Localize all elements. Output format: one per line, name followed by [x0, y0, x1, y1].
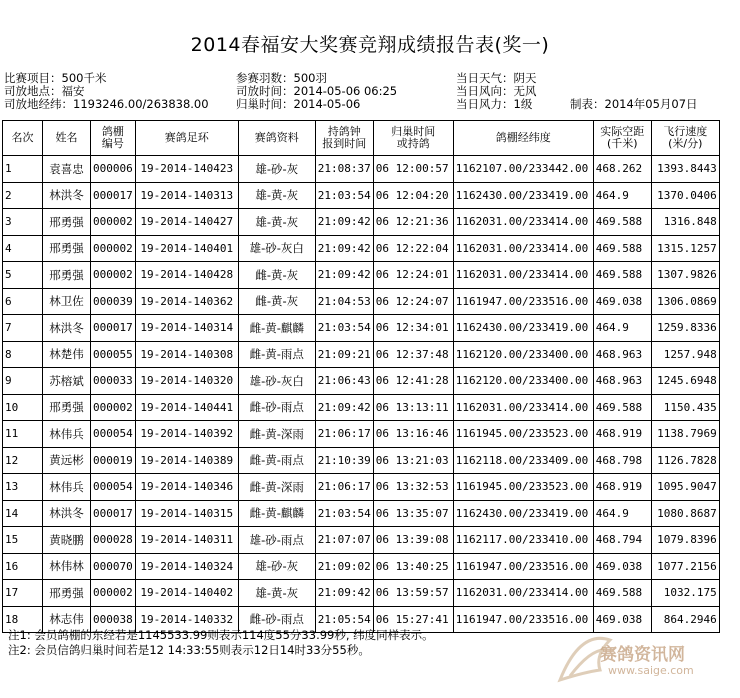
col-loft-id-header: 鸽棚 编号: [91, 121, 136, 156]
results-table: [2, 120, 720, 633]
col-distance-cell: 468.262: [593, 156, 651, 183]
col-name-cell: 林洪冬: [43, 315, 91, 342]
results-body: [3, 156, 720, 633]
col-ring-cell: 19-2014-140308: [135, 341, 238, 368]
col-loft-id-cell: 000028: [91, 527, 136, 554]
col-loft-id-cell: 000070: [91, 553, 136, 580]
col-distance-cell: 464.9: [593, 500, 651, 527]
col-rank-cell: 2: [3, 182, 43, 209]
col-distance-cell: 468.919: [593, 474, 651, 501]
col-distance-cell: 468.963: [593, 341, 651, 368]
col-bird-info-cell: 雌-黄-灰: [238, 288, 315, 315]
col-distance-cell: 468.963: [593, 368, 651, 395]
col-name-cell: 邢勇强: [43, 209, 91, 236]
race-item: 比赛项目：500千米: [4, 71, 107, 85]
col-coordinates-cell: 1161947.00/233516.00: [453, 288, 593, 315]
col-rank-cell: 13: [3, 474, 43, 501]
col-return-time-cell: 06 13:35:07: [373, 500, 453, 527]
col-return-time-cell: 06 13:59:57: [373, 580, 453, 607]
col-loft-id-cell: 000055: [91, 341, 136, 368]
table-row: [3, 288, 720, 315]
col-coordinates-cell: 1162430.00/233419.00: [453, 182, 593, 209]
col-loft-id-cell: 000017: [91, 315, 136, 342]
col-coordinates-cell: 1162031.00/233414.00: [453, 235, 593, 262]
col-coordinates-header: 鸽棚经纬度: [453, 121, 593, 156]
col-ring-cell: 19-2014-140320: [135, 368, 238, 395]
col-ring-cell: 19-2014-140423: [135, 156, 238, 183]
col-ring-cell: 19-2014-140314: [135, 315, 238, 342]
col-coordinates-cell: 1162118.00/233409.00: [453, 447, 593, 474]
col-bird-info-cell: 雄-砂-灰: [238, 553, 315, 580]
table-row: [3, 447, 720, 474]
col-clock-time-cell: 21:09:42: [315, 209, 373, 236]
col-distance-cell: 469.588: [593, 235, 651, 262]
col-ring-cell: 19-2014-140441: [135, 394, 238, 421]
col-clock-time-cell: 21:08:37: [315, 156, 373, 183]
col-return-time-cell: 06 13:40:25: [373, 553, 453, 580]
col-ring-cell: 19-2014-140311: [135, 527, 238, 554]
col-ring-cell: 19-2014-140427: [135, 209, 238, 236]
table-row: [3, 553, 720, 580]
col-name-cell: 邢勇强: [43, 580, 91, 607]
wind-direction: 当日风向：无风: [456, 84, 537, 98]
col-speed-cell: 1257.948: [651, 341, 719, 368]
col-distance-cell: 469.038: [593, 553, 651, 580]
col-return-time-cell: 06 13:21:03: [373, 447, 453, 474]
col-speed-cell: 1306.0869: [651, 288, 719, 315]
col-bird-info-cell: 雄-砂-灰白: [238, 368, 315, 395]
col-speed-cell: 1393.8443: [651, 156, 719, 183]
col-ring-cell: 19-2014-140392: [135, 421, 238, 448]
release-time: 司放时间：2014-05-06 06:25: [236, 84, 398, 98]
col-return-time-cell: 06 12:00:57: [373, 156, 453, 183]
col-clock-time-cell: 21:10:39: [315, 447, 373, 474]
col-ring-cell: 19-2014-140402: [135, 580, 238, 607]
table-row: [3, 474, 720, 501]
col-return-time-cell: 06 12:24:07: [373, 288, 453, 315]
col-distance-cell: 469.588: [593, 262, 651, 289]
col-rank-cell: 17: [3, 580, 43, 607]
col-coordinates-cell: 1161945.00/233523.00: [453, 421, 593, 448]
report-title: 2014春福安大奖赛竞翔成绩报告表(奖一): [190, 34, 550, 56]
table-row: [3, 235, 720, 262]
col-distance-cell: 468.798: [593, 447, 651, 474]
release-coordinates: 司放地经纬：1193246.00/263838.00: [4, 97, 209, 111]
col-name-cell: 黄远彬: [43, 447, 91, 474]
col-bird-info-cell: 雌-黄-深雨: [238, 474, 315, 501]
col-ring-cell: 19-2014-140428: [135, 262, 238, 289]
col-distance-cell: 468.794: [593, 527, 651, 554]
col-name-cell: 林伟林: [43, 553, 91, 580]
col-loft-id-cell: 000002: [91, 394, 136, 421]
col-ring-cell: 19-2014-140401: [135, 235, 238, 262]
col-clock-time-cell: 21:03:54: [315, 500, 373, 527]
col-return-time-cell: 06 13:16:46: [373, 421, 453, 448]
table-row: [3, 315, 720, 342]
col-clock-time-cell: 21:04:53: [315, 288, 373, 315]
return-date: 归巢时间：2014-05-06: [236, 97, 361, 111]
col-distance-header: 实际空距 (千米): [593, 121, 651, 156]
col-name-cell: 袁喜忠: [43, 156, 91, 183]
col-bird-info-cell: 雌-黄-雨点: [238, 447, 315, 474]
col-ring-header: 赛鸽足环: [135, 121, 238, 156]
col-coordinates-cell: 1162031.00/233414.00: [453, 580, 593, 607]
col-coordinates-cell: 1162117.00/233410.00: [453, 527, 593, 554]
col-rank-cell: 5: [3, 262, 43, 289]
col-coordinates-cell: 1162120.00/233400.00: [453, 368, 593, 395]
col-coordinates-cell: 1161947.00/233516.00: [453, 553, 593, 580]
col-rank-cell: 18: [3, 606, 43, 633]
col-speed-cell: 864.2946: [651, 606, 719, 633]
table-row: [3, 500, 720, 527]
col-clock-time-cell: 21:09:42: [315, 580, 373, 607]
col-clock-time-cell: 21:03:54: [315, 182, 373, 209]
col-speed-cell: 1316.848: [651, 209, 719, 236]
col-coordinates-cell: 1162430.00/233419.00: [453, 315, 593, 342]
col-rank-cell: 10: [3, 394, 43, 421]
col-coordinates-cell: 1162031.00/233414.00: [453, 394, 593, 421]
col-speed-cell: 1259.8336: [651, 315, 719, 342]
race-info-col1: [4, 72, 209, 111]
col-coordinates-cell: 1161945.00/233523.00: [453, 474, 593, 501]
col-return-time-header: 归巢时间 或持鸽: [373, 121, 453, 156]
col-bird-info-cell: 雄-砂-灰白: [238, 235, 315, 262]
wind-force: 当日风力：1级: [456, 97, 533, 111]
col-distance-cell: 469.038: [593, 288, 651, 315]
col-name-header: 姓名: [43, 121, 91, 156]
col-bird-info-cell: 雌-黄-麒麟: [238, 315, 315, 342]
col-speed-cell: 1245.6948: [651, 368, 719, 395]
col-bird-info-cell: 雄-黄-灰: [238, 182, 315, 209]
report-date: 制表：2014年05月07日: [570, 97, 698, 111]
table-row: [3, 527, 720, 554]
col-distance-cell: 469.588: [593, 394, 651, 421]
col-rank-cell: 6: [3, 288, 43, 315]
col-loft-id-cell: 000002: [91, 262, 136, 289]
col-name-cell: 黄晓鹏: [43, 527, 91, 554]
col-clock-time-cell: 21:06:17: [315, 421, 373, 448]
watermark-text: 赛鸽资讯网: [600, 645, 685, 665]
col-ring-cell: 19-2014-140324: [135, 553, 238, 580]
col-name-cell: 邢勇强: [43, 235, 91, 262]
col-ring-cell: 19-2014-140313: [135, 182, 238, 209]
col-clock-time-cell: 21:09:42: [315, 262, 373, 289]
col-name-cell: 林洪冬: [43, 182, 91, 209]
col-return-time-cell: 06 15:27:41: [373, 606, 453, 633]
col-loft-id-cell: 000038: [91, 606, 136, 633]
race-info-col3: [456, 72, 537, 111]
col-speed-cell: 1032.175: [651, 580, 719, 607]
col-loft-id-cell: 000033: [91, 368, 136, 395]
col-clock-time-cell: 21:07:07: [315, 527, 373, 554]
col-speed-cell: 1307.9826: [651, 262, 719, 289]
col-speed-cell: 1080.8687: [651, 500, 719, 527]
release-location: 司放地点：福安: [4, 84, 85, 98]
col-return-time-cell: 06 12:21:36: [373, 209, 453, 236]
col-distance-cell: 464.9: [593, 182, 651, 209]
header-row: [3, 121, 720, 156]
col-distance-cell: 468.919: [593, 421, 651, 448]
col-rank-cell: 16: [3, 553, 43, 580]
col-name-cell: 林志伟: [43, 606, 91, 633]
watermark-url: www.saige.com: [608, 664, 694, 677]
col-rank-cell: 3: [3, 209, 43, 236]
col-return-time-cell: 06 13:13:11: [373, 394, 453, 421]
col-loft-id-cell: 000017: [91, 182, 136, 209]
race-info-col2: [236, 72, 397, 111]
col-name-cell: 林洪冬: [43, 500, 91, 527]
col-return-time-cell: 06 12:41:28: [373, 368, 453, 395]
col-clock-time-cell: 21:05:54: [315, 606, 373, 633]
table-row: [3, 368, 720, 395]
table-row: [3, 421, 720, 448]
col-return-time-cell: 06 12:04:20: [373, 182, 453, 209]
col-return-time-cell: 06 12:37:48: [373, 341, 453, 368]
col-speed-cell: 1077.2156: [651, 553, 719, 580]
col-loft-id-cell: 000002: [91, 235, 136, 262]
footnote-2: 注2: 会员信鸽归巢时间若是12 14:33:55则表示12日14时33分55秒。: [8, 643, 370, 657]
col-distance-cell: 464.9: [593, 315, 651, 342]
col-name-cell: 林卫佐: [43, 288, 91, 315]
col-clock-time-cell: 21:09:42: [315, 394, 373, 421]
col-name-cell: 苏榕斌: [43, 368, 91, 395]
col-rank-cell: 4: [3, 235, 43, 262]
col-loft-id-cell: 000017: [91, 500, 136, 527]
col-speed-header: 飞行速度 (米/分): [651, 121, 719, 156]
col-coordinates-cell: 1162031.00/233414.00: [453, 209, 593, 236]
col-speed-cell: 1079.8396: [651, 527, 719, 554]
col-loft-id-cell: 000006: [91, 156, 136, 183]
col-coordinates-cell: 1162031.00/233414.00: [453, 262, 593, 289]
col-ring-cell: 19-2014-140346: [135, 474, 238, 501]
col-return-time-cell: 06 12:34:01: [373, 315, 453, 342]
entry-count: 参赛羽数：500羽: [236, 71, 327, 85]
col-bird-info-cell: 雌-黄-深雨: [238, 421, 315, 448]
col-return-time-cell: 06 12:22:04: [373, 235, 453, 262]
col-speed-cell: 1370.0406: [651, 182, 719, 209]
col-bird-info-cell: 雄-黄-灰: [238, 209, 315, 236]
col-loft-id-cell: 000019: [91, 447, 136, 474]
col-speed-cell: 1095.9047: [651, 474, 719, 501]
col-return-time-cell: 06 13:32:53: [373, 474, 453, 501]
table-row: [3, 341, 720, 368]
col-bird-info-cell: 雄-砂-雨点: [238, 527, 315, 554]
col-bird-info-cell: 雄-黄-灰: [238, 580, 315, 607]
col-rank-cell: 8: [3, 341, 43, 368]
table-row: [3, 262, 720, 289]
col-coordinates-cell: 1162120.00/233400.00: [453, 341, 593, 368]
col-loft-id-cell: 000054: [91, 474, 136, 501]
col-return-time-cell: 06 12:24:01: [373, 262, 453, 289]
col-bird-info-cell: 雌-砂-雨点: [238, 394, 315, 421]
footnote-1: 注1: 会员鸽棚的东经若是1145533.99则表示114度55分33.99秒, 纬度同样表示。: [8, 628, 434, 642]
col-ring-cell: 19-2014-140362: [135, 288, 238, 315]
col-clock-time-cell: 21:09:21: [315, 341, 373, 368]
table-row: [3, 394, 720, 421]
col-distance-cell: 469.588: [593, 580, 651, 607]
col-name-cell: 邢勇强: [43, 262, 91, 289]
col-bird-info-cell: 雌-黄-雨点: [238, 341, 315, 368]
col-speed-cell: 1150.435: [651, 394, 719, 421]
col-loft-id-cell: 000039: [91, 288, 136, 315]
col-ring-cell: 19-2014-140315: [135, 500, 238, 527]
col-distance-cell: 469.588: [593, 209, 651, 236]
col-loft-id-cell: 000002: [91, 209, 136, 236]
col-coordinates-cell: 1162430.00/233419.00: [453, 500, 593, 527]
col-ring-cell: 19-2014-140332: [135, 606, 238, 633]
col-speed-cell: 1315.1257: [651, 235, 719, 262]
col-rank-cell: 7: [3, 315, 43, 342]
col-clock-time-cell: 21:09:02: [315, 553, 373, 580]
col-bird-info-cell: 雄-砂-灰: [238, 156, 315, 183]
col-clock-time-cell: 21:03:54: [315, 315, 373, 342]
col-rank-cell: 11: [3, 421, 43, 448]
col-speed-cell: 1126.7828: [651, 447, 719, 474]
footnotes: [8, 628, 434, 658]
col-rank-cell: 1: [3, 156, 43, 183]
col-rank-cell: 12: [3, 447, 43, 474]
col-clock-time-cell: 21:06:17: [315, 474, 373, 501]
col-name-cell: 林伟兵: [43, 421, 91, 448]
col-loft-id-cell: 000054: [91, 421, 136, 448]
table-row: [3, 209, 720, 236]
weather: 当日天气：阴天: [456, 71, 537, 85]
col-coordinates-cell: 1161947.00/233516.00: [453, 606, 593, 633]
col-ring-cell: 19-2014-140389: [135, 447, 238, 474]
col-bird-info-cell: 雌-黄-灰: [238, 262, 315, 289]
col-bird-info-header: 赛鸽资料: [238, 121, 315, 156]
col-rank-cell: 15: [3, 527, 43, 554]
col-return-time-cell: 06 13:39:08: [373, 527, 453, 554]
col-clock-time-header: 持鸽钟 报到时间: [315, 121, 373, 156]
col-speed-cell: 1138.7969: [651, 421, 719, 448]
table-row: [3, 580, 720, 607]
col-loft-id-cell: 000002: [91, 580, 136, 607]
col-name-cell: 林楚伟: [43, 341, 91, 368]
col-rank-header: 名次: [3, 121, 43, 156]
col-distance-cell: 469.038: [593, 606, 651, 633]
col-clock-time-cell: 21:06:43: [315, 368, 373, 395]
col-name-cell: 林伟兵: [43, 474, 91, 501]
col-clock-time-cell: 21:09:42: [315, 235, 373, 262]
col-name-cell: 邢勇强: [43, 394, 91, 421]
col-coordinates-cell: 1162107.00/233442.00: [453, 156, 593, 183]
col-bird-info-cell: 雌-砂-雨点: [238, 606, 315, 633]
col-rank-cell: 14: [3, 500, 43, 527]
col-bird-info-cell: 雌-黄-麒麟: [238, 500, 315, 527]
table-row: [3, 182, 720, 209]
col-rank-cell: 9: [3, 368, 43, 395]
table-row: [3, 156, 720, 183]
